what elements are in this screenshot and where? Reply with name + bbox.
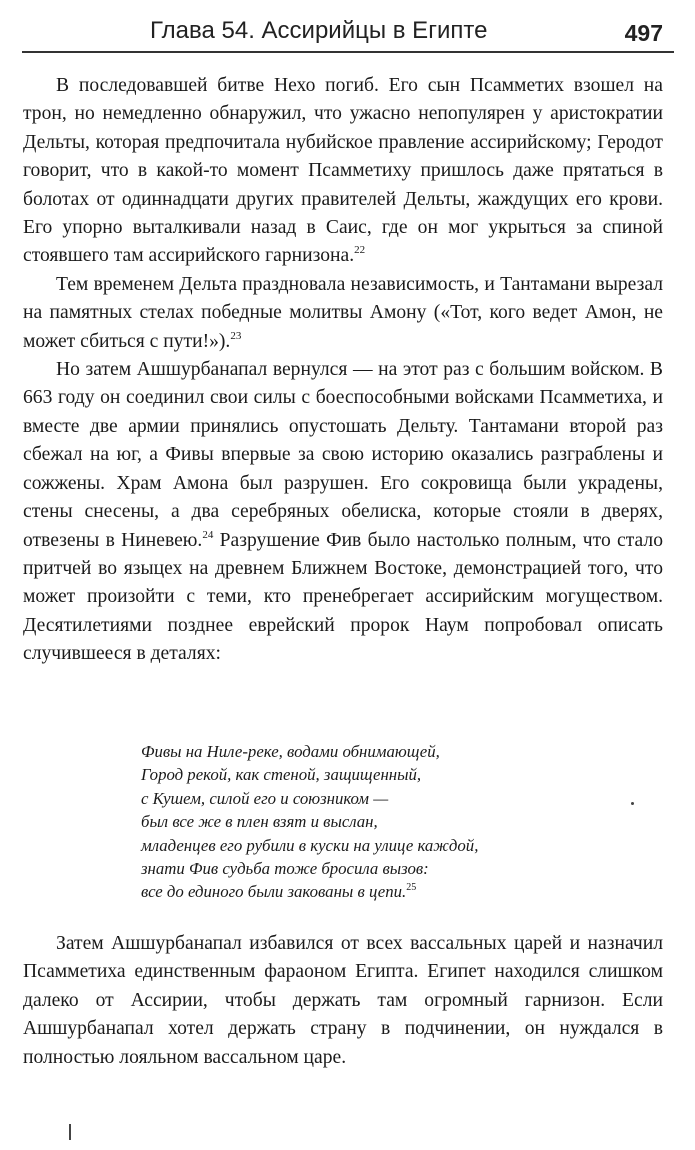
verse-line: знати Фив судьба тоже бросила вызов: <box>141 859 429 879</box>
footnote-ref: 25 <box>406 882 417 894</box>
footnote-ref: 23 <box>230 329 242 342</box>
verse-line: младенцев его рубили в куски на улице каждой, <box>141 835 479 855</box>
footnote-ref: 24 <box>202 528 214 541</box>
verse-line-text: все до единого были закованы в цепи. <box>141 882 407 902</box>
chapter-title: Глава 54. Ассирийцы в Египте <box>150 17 488 44</box>
running-head <box>0 14 695 48</box>
verse-line-last <box>141 880 641 903</box>
verse-line: с Кушем, силой его и союзником — <box>141 788 389 808</box>
header-rule <box>22 51 674 53</box>
paragraph-text-continued: Разрушение Фив было настолько полным, что стало притчей во языцех на древнем Ближнем Востоке, демонстрацией того, что может произойти с теми, кто пренебрегает ассирийским могуществом. Десятилетиями позднее еврейский пророк Наум попробовал описать случившееся в деталях: <box>23 529 663 665</box>
page-number: 497 <box>624 20 663 46</box>
paragraph <box>23 271 663 356</box>
scan-speck <box>69 1124 71 1140</box>
paragraph <box>23 72 663 271</box>
main-text <box>23 72 663 669</box>
verse-line: был все же в плен взят и выслан, <box>141 812 378 832</box>
verse-quotation <box>141 740 641 904</box>
paragraph-text: В последовавшей битве Нехо погиб. Его сын Псамметих взошел на трон, но немедленно обнаружил, что ужасно непопулярен у аристократии Дельты, которая предпочитала нубийское правление ассирийскому; Геродот говорит, что в какой-то момент Псамметиху пришлось даже прятаться в болотах от одиннадцати других правителей Дельты, жаждущих его крови. Его упорно выталкивали назад в Саис, где он мог укрыться за спиной стоявшего там ассирийского гарнизона. <box>23 75 663 267</box>
verse-line: Город рекой, как стеной, защищенный, <box>141 765 422 785</box>
paragraph-text: Тем временем Дельта праздновала независимость, и Тантамани вырезал на памятных стелах победные молитвы Амону («Тот, кого ведет Амон, не может сбиться с пути!»). <box>23 273 663 352</box>
paragraph: Затем Ашшурбанапал избавился от всех вассальных царей и назначил Псамметиха единственным фараоном Египта. Египет находился слишком далеко от Ассирии, чтобы держать там огромный гарнизон. Если Ашшурбанапал хотел держать страну в подчинении, он нуждался в полностью лояльном вассальном царе. <box>23 933 663 1068</box>
verse-line: Фивы на Ниле-реке, водами обнимающей, <box>141 742 440 761</box>
paragraph <box>23 356 663 668</box>
footnote-ref: 22 <box>354 244 366 257</box>
closing-text <box>23 930 663 1072</box>
scan-speck <box>631 802 634 805</box>
paragraph-text: Но затем Ашшурбанапал вернулся — на этот раз с большим войском. В 663 году он соединил свои силы с боеспособными войсками Псамметиха, и вместе две армии принялись опустошать Дельту. Тантамани второй раз сбежал на юг, а Фивы впервые за свою историю оказались разграблены и сожжены. Храм Амона был разрушен. Его сокровища были украдены, стены снесены, а два серебряных обелиска, которые стояли в дверях, отвезены в Ниневею. <box>23 359 663 551</box>
